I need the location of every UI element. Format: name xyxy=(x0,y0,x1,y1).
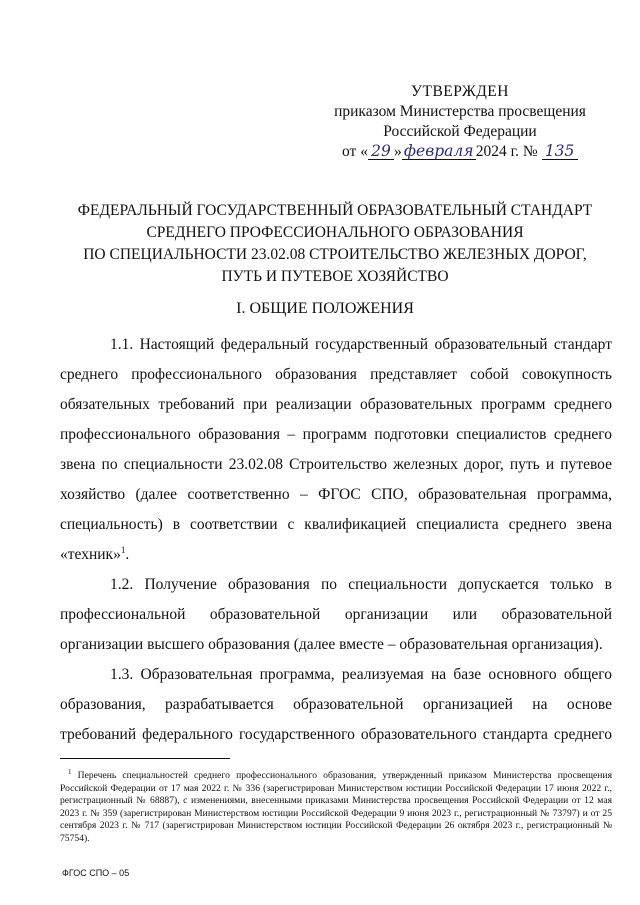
paragraph-1-3: 1.3. Образовательная программа, реализуемая на базе основного общего образования, разрабатывается образовательной организацией на основе требований федерального государственного образовательного стандарта среднего xyxy=(60,666,612,743)
footnote xyxy=(60,767,612,845)
footnote-number: 1 xyxy=(68,767,72,776)
section-heading: I. ОБЩИЕ ПОЛОЖЕНИЯ xyxy=(236,300,414,317)
approval-issuer: приказом Министерства просвещения xyxy=(334,103,586,120)
footnote-divider xyxy=(60,758,230,759)
approval-heading: УТВЕРЖДЕН xyxy=(411,83,509,100)
date-year: 2024 г. № xyxy=(475,143,538,160)
handwritten-month: февраля xyxy=(402,143,476,160)
document-code: ФГОС СПО – 05 xyxy=(62,868,130,878)
paragraph-1-1 xyxy=(60,330,612,570)
approval-date-line xyxy=(330,142,590,162)
paragraph-1-2: 1.2. Получение образования по специальности допускается только в профессиональной образовательной организации или образовательной организации высшего образования (далее вместе – образовательная организация). xyxy=(60,576,612,653)
title-line-1: ФЕДЕРАЛЬНЫЙ ГОСУДАРСТВЕННЫЙ ОБРАЗОВАТЕЛЬНЫЙ СТАНДАРТ xyxy=(77,202,593,219)
footnote-text: Перечень специальностей среднего профессионального образования, утвержденный приказом Министерства просвещения Российской Федерации от 17 мая 2022 г. № 336 (зарегистрирован Министерством юстиции Российской Федерации 17 июня 2022 г., регистрационный № 68887), с изменениями, внесенными приказами Министерства просвещения Российской Федерации от 12 мая 2023 г. № 359 (зарегистрирован Министерством юстиции Российской Федерации 9 июня 2023 г., регистрационный № 73797) и от 25 сентября 2023 г. № 717 (зарегистрирован Министерством юстиции Российской Федерации 26 октября 2023 г., регистрационный № 75754). xyxy=(60,770,612,844)
document-body xyxy=(60,330,612,750)
title-line-3: ПО СПЕЦИАЛЬНОСТИ 23.02.08 СТРОИТЕЛЬСТВО ЖЕЛЕЗНЫХ ДОРОГ, xyxy=(83,246,587,263)
approval-issuer-country: Российской Федерации xyxy=(383,123,537,140)
document-title xyxy=(70,200,600,288)
handwritten-day: 29 xyxy=(368,143,394,160)
date-prefix: от « xyxy=(342,143,368,160)
approval-block xyxy=(330,82,590,162)
footnote-reference: 1 xyxy=(120,544,126,555)
title-line-2: СРЕДНЕГО ПРОФЕССИОНАЛЬНОГО ОБРАЗОВАНИЯ xyxy=(146,224,524,241)
paragraph-1-1-text: 1.1. Настоящий федеральный государственный образовательный стандарт среднего профессионального образования представляет собой совокупность обязательных требований при реализации образовательных программ среднего профессионального образования – программ подготовки специалистов среднего звена по специальности 23.02.08 Строительство железных дорог, путь и путевое хозяйство (далее соответственно – ФГОС СПО, образовательная программа, специальность) в соответствии с квалификацией специалиста среднего звена «техник» xyxy=(60,336,612,563)
paragraph-1-1-end: . xyxy=(125,546,130,563)
title-line-4: ПУТЬ И ПУТЕВОЕ ХОЗЯЙСТВО xyxy=(221,268,449,285)
handwritten-order-number: 135 xyxy=(542,143,578,160)
date-mid: » xyxy=(393,143,402,160)
